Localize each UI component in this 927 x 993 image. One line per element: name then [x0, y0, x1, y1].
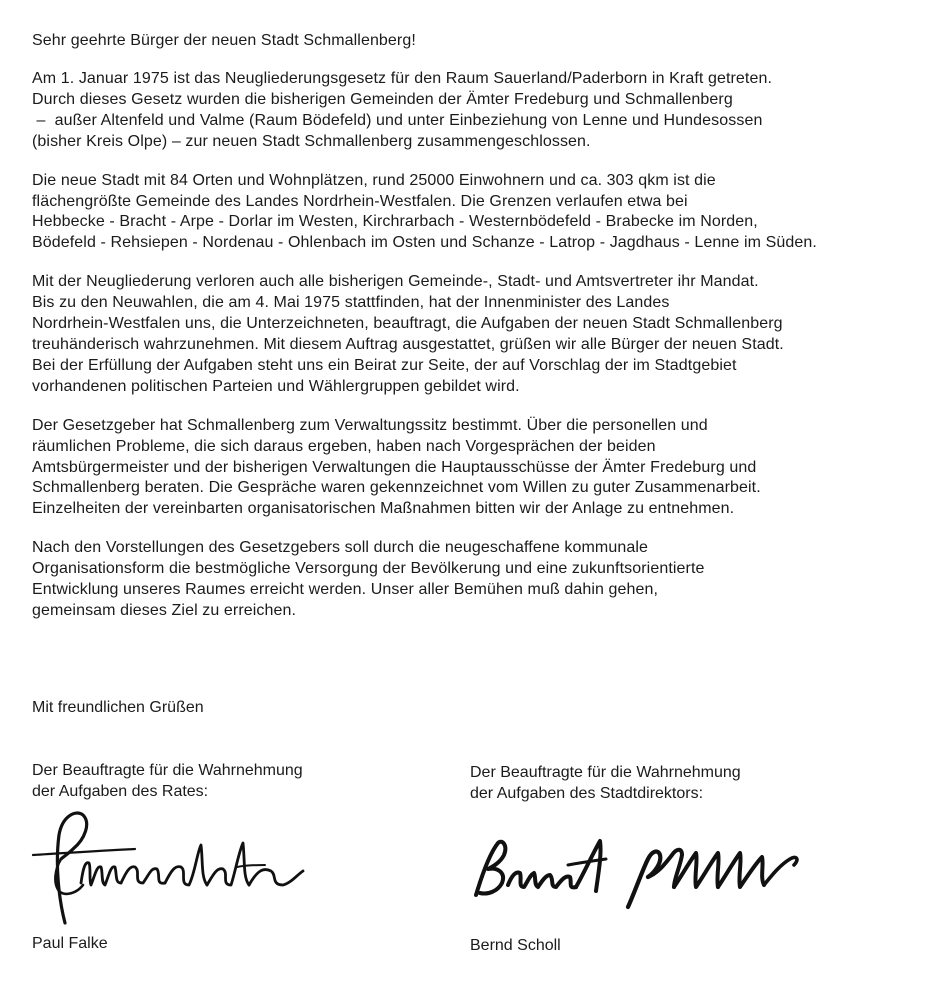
letter-body — [32, 30, 912, 640]
paragraph-line: vorhandenen politischen Parteien und Wählergruppen gebildet wird. — [32, 377, 520, 395]
paragraph-line: Am 1. Januar 1975 ist das Neugliederungsgesetz für den Raum Sauerland/Paderborn in Kraft getreten. — [32, 70, 773, 87]
paragraph-line: Bis zu den Neuwahlen, die am 4. Mai 1975 stattfinden, hat der Innenminister des Landes — [32, 294, 670, 312]
paragraph-mandate — [32, 272, 912, 397]
role-line: Der Beauftragte für die Wahrnehmung — [32, 762, 303, 779]
paragraph-line: (bisher Kreis Olpe) – zur neuen Stadt Schmallenberg zusammengeschlossen. — [32, 132, 591, 150]
signature-paul-falke — [25, 805, 325, 930]
role-line: Der Beauftragte für die Wahrnehmung — [470, 764, 741, 781]
paragraph-line: Der Gesetzgeber hat Schmallenberg zum Verwaltungssitz bestimmt. Über die personellen und — [32, 416, 708, 434]
salutation: Sehr geehrte Bürger der neuen Stadt Schmallenberg! — [32, 32, 416, 49]
signatory-council-role — [32, 760, 303, 802]
paragraph-line: flächengrößte Gemeinde des Landes Nordrhein-Westfalen. Die Grenzen verlaufen etwa bei — [32, 192, 688, 210]
paragraph-line: gemeinsam dieses Ziel zu erreichen. — [32, 601, 297, 619]
paragraph-line: Entwicklung unseres Raumes erreicht werden. Unser aller Bemühen muß dahin gehen, — [32, 581, 659, 599]
paragraph-administration — [32, 416, 912, 521]
signatory-name-right: Bernd Scholl — [470, 937, 561, 954]
paragraph-line: Nordrhein-Westfalen uns, die Unterzeichneten, beauftragt, die Aufgaben der neuen Stadt Schmallenberg — [32, 315, 783, 333]
paragraph-line: Bödefeld - Rehsiepen - Nordenau - Ohlenbach im Osten und Schanze - Latrop - Jagdhaus - Lenne im Süden. — [32, 234, 817, 252]
role-line: der Aufgaben des Rates: — [32, 783, 209, 800]
paragraph-line: Schmallenberg beraten. Die Gespräche waren gekennzeichnet vom Willen zu guter Zusammenarbeit. — [32, 479, 761, 497]
paragraph-line: treuhänderisch wahrzunehmen. Mit diesem Auftrag ausgestattet, grüßen wir alle Bürger der neuen Stadt. — [32, 335, 784, 353]
paragraph-line: Einzelheiten der vereinbarten organisatorischen Maßnahmen bitten wir der Anlage zu entnehmen. — [32, 500, 735, 518]
paragraph-legislation — [32, 69, 912, 153]
paragraph-line: – außer Altenfeld und Valme (Raum Bödefeld) und unter Einbeziehung von Lenne und Hundesossen — [32, 111, 763, 129]
paragraph-line: Durch dieses Gesetz wurden die bisherigen Gemeinden der Ämter Fredeburg und Schmallenberg — [32, 90, 733, 108]
paragraph-line: Organisationsform die bestmögliche Versorgung der Bevölkerung und eine zukunftsorientierte — [32, 560, 705, 578]
closing-greeting: Mit freundlichen Grüßen — [32, 699, 204, 716]
paragraph-line: Die neue Stadt mit 84 Orten und Wohnplätzen, rund 25000 Einwohnern und ca. 303 qkm ist die — [32, 171, 716, 189]
signatory-director-role — [470, 762, 741, 804]
paragraph-line: räumlichen Probleme, die sich daraus ergeben, haben nach Vorgesprächen der beiden — [32, 437, 656, 455]
paragraph-line: Bei der Erfüllung der Aufgaben steht uns ein Beirat zur Seite, der auf Vorschlag der im Stadtgebiet — [32, 356, 737, 374]
paragraph-line: Mit der Neugliederung verloren auch alle bisherigen Gemeinde-, Stadt- und Amtsvertreter ihr Mandat. — [32, 273, 759, 291]
paragraph-goals — [32, 538, 912, 622]
role-line: der Aufgaben des Stadtdirektors: — [470, 785, 704, 802]
paragraph-line: Hebbecke - Bracht - Arpe - Dorlar im Westen, Kirchrarbach - Westernbödefeld - Brabecke im Norden, — [32, 213, 758, 231]
signature-bernd-scholl — [468, 825, 808, 915]
paragraph-line: Amtsbürgermeister und der bisherigen Verwaltungen die Hauptausschüsse der Ämter Fredeburg und — [32, 458, 757, 476]
paragraph-city-facts — [32, 171, 912, 255]
signatory-name-left: Paul Falke — [32, 935, 108, 952]
paragraph-line: Nach den Vorstellungen des Gesetzgebers soll durch die neugeschaffene kommunale — [32, 539, 648, 557]
